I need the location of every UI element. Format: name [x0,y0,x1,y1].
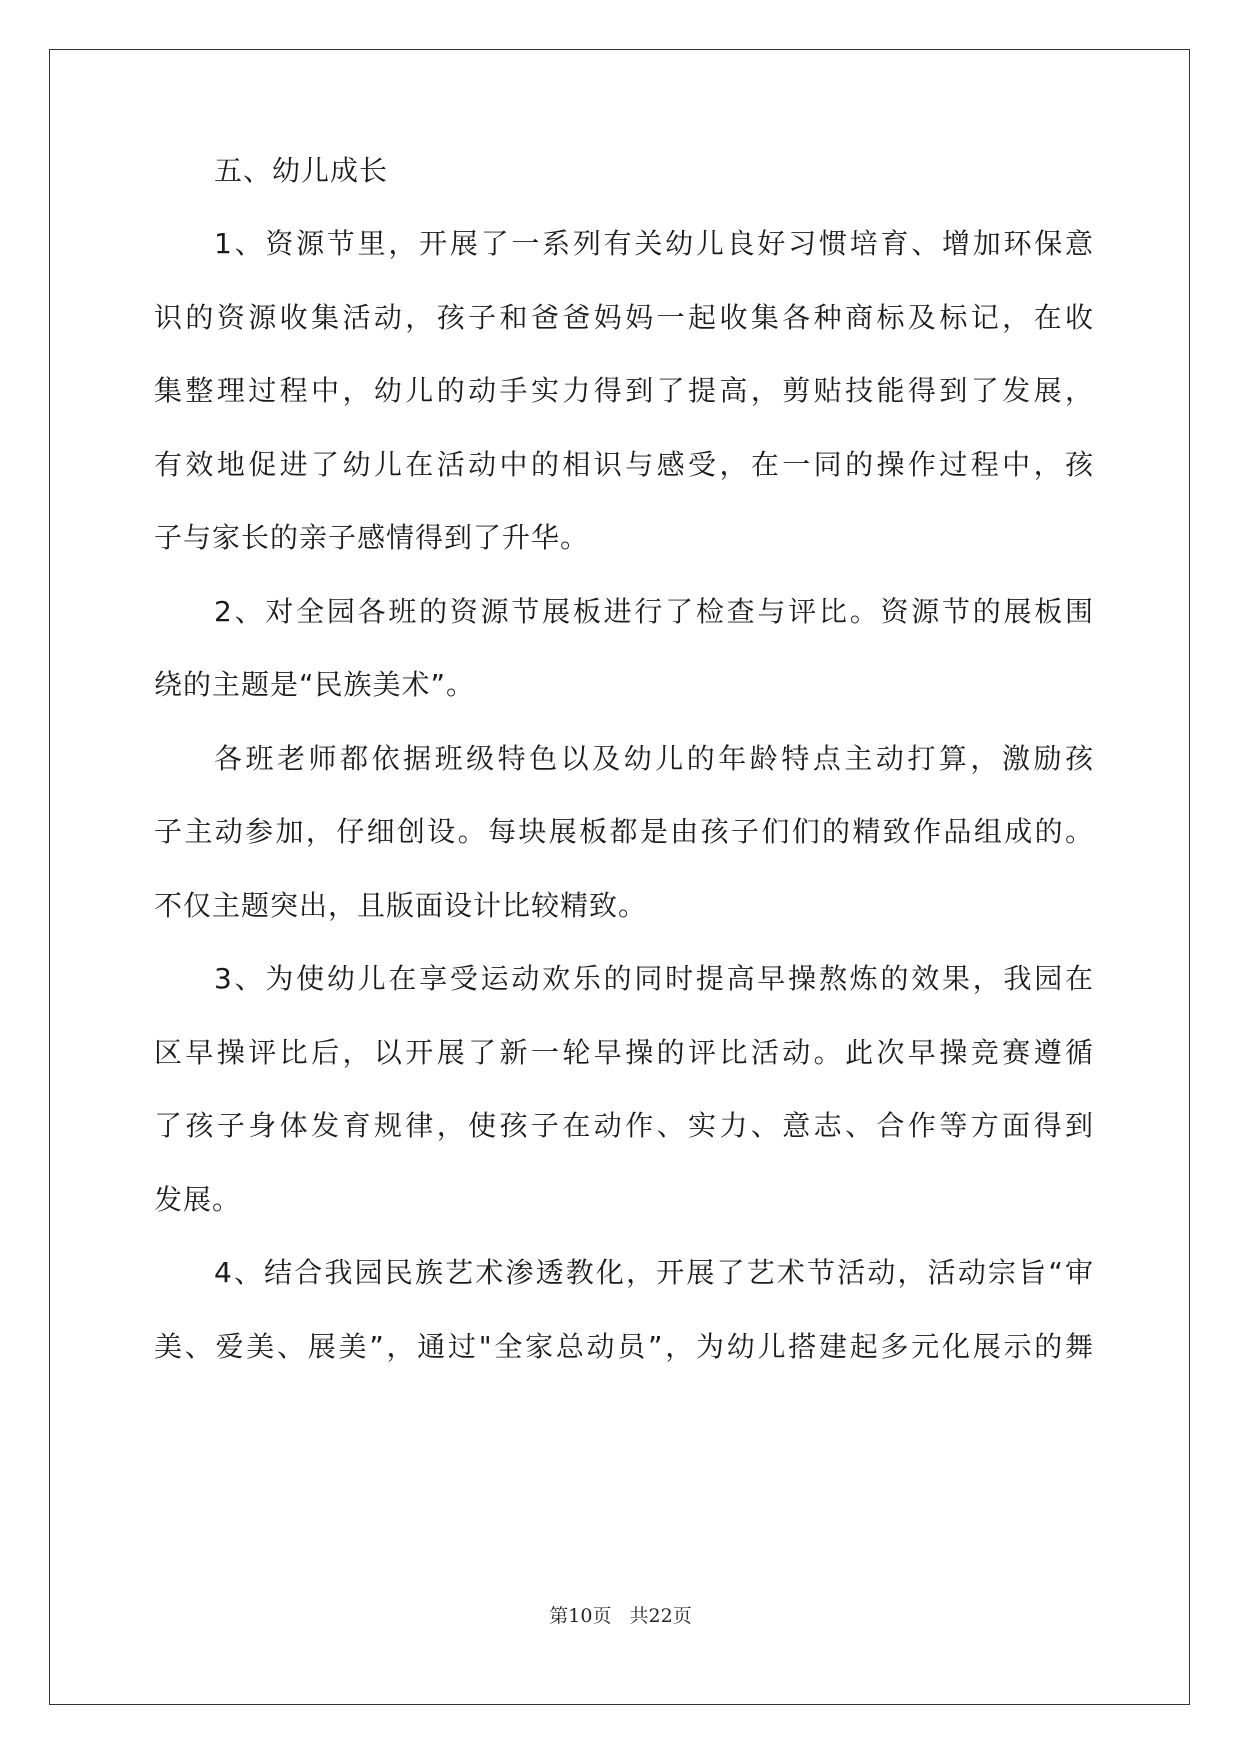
text-line: 各班老师都依据班级特色以及幼儿的年龄特点主动打算，激励孩 [214,742,1094,775]
text-line: 识的资源收集活动，孩子和爸爸妈妈一起收集各种商标及标记，在收 [154,301,1094,334]
text-line: 4、结合我园民族艺术渗透教化，开展了艺术节活动，活动宗旨“审 [214,1256,1094,1289]
text-line: 集整理过程中，幼儿的动手实力得到了提高，剪贴技能得到了发展， [154,374,1094,407]
text-line: 2、对全园各班的资源节展板进行了检查与评比。资源节的展板围 [214,595,1094,628]
total-pages: 共22页 [629,1605,692,1627]
text-line: 子主动参加，仔细创设。每块展板都是由孩子们们的精致作品组成的。 [154,815,1094,848]
text-line: 1、资源节里，开展了一系列有关幼儿良好习惯培育、增加环保意 [214,227,1094,260]
text-line: 有效地促进了幼儿在活动中的相识与感受，在一同的操作过程中，孩 [154,448,1094,481]
section-heading: 五、幼儿成长 [214,154,389,187]
text-line: 了孩子身体发育规律，使孩子在动作、实力、意志、合作等方面得到 [154,1109,1094,1142]
page-footer [0,1604,1241,1628]
text-line: 发展。 [154,1183,242,1216]
page-frame [49,49,1190,1705]
page-number: 第10页 [549,1605,612,1627]
text-line: 绕的主题是“民族美术”。 [154,668,476,701]
text-line: 区早操评比后，以开展了新一轮早操的评比活动。此次早操竞赛遵循 [154,1036,1094,1069]
text-line: 3、为使幼儿在享受运动欢乐的同时提高早操熬炼的效果，我园在 [214,962,1094,995]
text-line: 不仅主题突出，且版面设计比较精致。 [154,889,648,922]
text-line: 子与家长的亲子感情得到了升华。 [154,521,590,554]
text-line: 美、爱美、展美”，通过"全家总动员”，为幼儿搭建起多元化展示的舞 [154,1330,1094,1363]
